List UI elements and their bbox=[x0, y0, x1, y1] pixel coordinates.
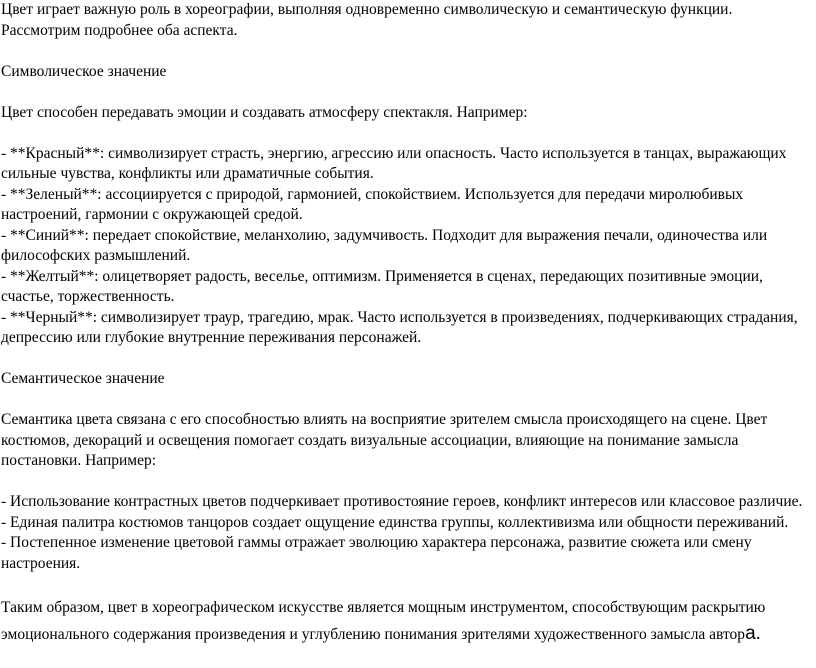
list-item-yellow: - **Желтый**: олицетворяет радость, веселье, оптимизм. Применяется в сценах, передающих позитивные эмоции, счастье, торжественность. bbox=[1, 267, 763, 305]
spacer bbox=[1, 82, 810, 103]
list-item-green: - **Зеленый**: ассоциируется с природой, гармонией, спокойствием. Используется для передачи миролюбивых настроений, гармонии с окружающей средой. bbox=[1, 185, 744, 223]
semantic-heading: Семантическое значение bbox=[1, 370, 165, 387]
list-item-red: - **Красный**: символизирует страсть, энергию, агрессию или опасность. Часто используется в танцах, выражающих сильные чувства, конфликты или драматичные события. bbox=[1, 144, 787, 182]
spacer bbox=[1, 390, 810, 411]
conclusion-paragraph bbox=[1, 595, 810, 648]
spacer bbox=[1, 472, 810, 493]
list-item-contrast: - Использование контрастных цветов подчеркивает противостояние героев, конфликт интересов или классовое различие. bbox=[1, 493, 803, 510]
spacer bbox=[1, 41, 810, 62]
list-item-gradual: - Постепенное изменение цветовой гаммы отражает эволюцию характера персонажа, развитие сюжета или смену настроения. bbox=[1, 534, 752, 572]
conclusion-text: Таким образом, цвет в хореографическом искусстве является мощным инструментом, способствующим раскрытию эмоционального содержания произведения и углублению понимания зрителями художественного замысла автор bbox=[1, 598, 766, 643]
conclusion-tail: а. bbox=[745, 622, 761, 644]
symbolic-heading: Символическое значение bbox=[1, 62, 167, 80]
list-item-black: - **Черный**: символизирует траур, трагедию, мрак. Часто используется в произведениях, подчеркивающих страдания, депрессию или глубокие внутренние переживания персонажей. bbox=[1, 308, 798, 346]
list-item-palette: - Единая палитра костюмов танцоров создает ощущение единства группы, коллективизма или общности переживаний. bbox=[1, 513, 789, 531]
semantic-list bbox=[1, 492, 810, 574]
intro-paragraph: Цвет играет важную роль в хореографии, выполняя одновременно символическую и семантическую функции. Рассмотрим подробнее оба аспекта. bbox=[1, 1, 733, 39]
list-item-blue: - **Синий**: передает спокойствие, меланхолию, задумчивость. Подходит для выражения печали, одиночества или философских размышлений. bbox=[1, 226, 768, 264]
spacer bbox=[1, 574, 810, 595]
spacer bbox=[1, 123, 810, 144]
spacer bbox=[1, 349, 810, 370]
symbolic-list bbox=[1, 144, 810, 349]
symbolic-lead: Цвет способен передавать эмоции и создавать атмосферу спектакля. Например: bbox=[1, 103, 528, 121]
semantic-lead: Семантика цвета связана с его способностью влиять на восприятие зрителем смысла происходящего на сцене. Цвет костюмов, декораций и освещения помогает создать визуальные ассоциации, влияющие на понимание замысла постановки. Например: bbox=[1, 411, 768, 469]
